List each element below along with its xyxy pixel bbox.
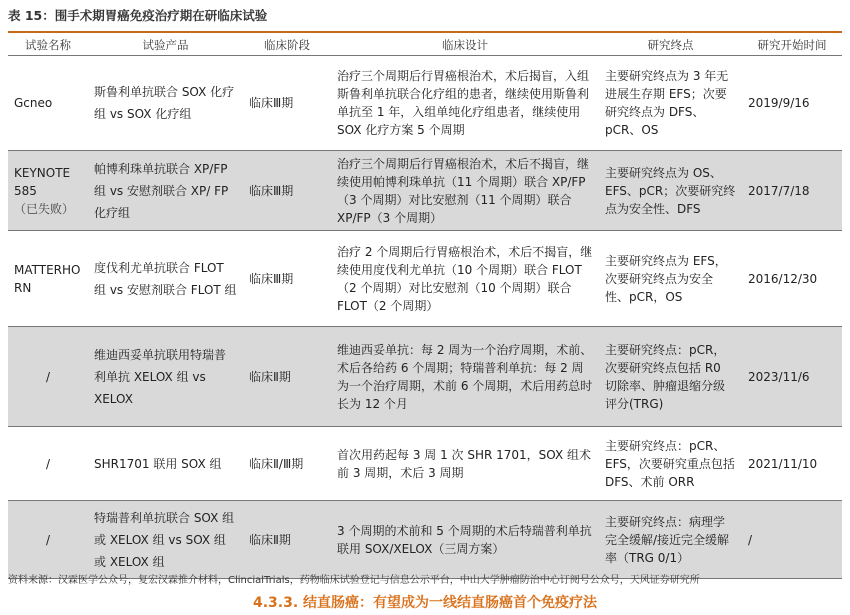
source-note: 资料来源：汉霖医学公众号，复宏汉霖推介材料，ClincialTrials，药物临床试验登记与信息公示平台，中山大学肿瘤防治中心订阅号公众号，天风证券研究所 bbox=[8, 575, 700, 586]
cell-design: 维迪西妥单抗：每 2 周为一个治疗周期，术前、术后各给药 6 个周期；特瑞普利单抗：每 2 周为一个治疗周期，术前 6 个周期，术后用药总时长为 12 个月 bbox=[331, 327, 599, 427]
cell-endpoint: 主要研究终点为 3 年无进展生存期 EFS；次要研究终点为 DFS、pCR、OS bbox=[599, 56, 742, 151]
table-row bbox=[8, 56, 842, 151]
cell-phase: 临床Ⅱ期 bbox=[243, 327, 331, 427]
cell-start-date: 2023/11/6 bbox=[742, 327, 842, 427]
cell-trial-name: MATTERHORN bbox=[8, 231, 88, 327]
cell-design: 治疗三个周期后行胃癌根治术，术后不揭盲，继续使用帕博利珠单抗（11 个周期）联合 XP/FP（3 个周期）对比安慰剂（11 个周期）联合XP/FP（3 个周期） bbox=[331, 151, 599, 231]
header-start-date: 研究开始时间 bbox=[742, 35, 842, 56]
cell-design: 首次用药起每 3 周 1 次 SHR 1701，SOX 组术前 3 周期，术后 3 周期 bbox=[331, 427, 599, 501]
table-row bbox=[8, 427, 842, 501]
cell-endpoint: 主要研究终点：pCR，次要研究终点包括 R0 切除率、肿瘤退缩分级评分(TRG) bbox=[599, 327, 742, 427]
cell-product: 帕博利珠单抗联合 XP/FP 组 vs 安慰剂联合 XP/ FP 化疗组 bbox=[88, 151, 243, 231]
cell-phase: 临床Ⅲ期 bbox=[243, 56, 331, 151]
header-design: 临床设计 bbox=[331, 35, 599, 56]
section-heading: 4.3.3. 结直肠癌：有望成为一线结直肠癌首个免疫疗法 bbox=[252, 595, 598, 611]
table-caption: 表 15：围手术期胃癌免疫治疗期在研临床试验 bbox=[8, 8, 268, 23]
cell-start-date: 2021/11/10 bbox=[742, 427, 842, 501]
cell-endpoint: 主要研究终点：pCR、EFS，次要研究重点包括 DFS、术前 ORR bbox=[599, 427, 742, 501]
cell-phase: 临床Ⅲ期 bbox=[243, 231, 331, 327]
cell-product: 度伐利尤单抗联合 FLOT 组 vs 安慰剂联合 FLOT 组 bbox=[88, 231, 243, 327]
cell-phase: 临床Ⅱ/Ⅲ期 bbox=[243, 427, 331, 501]
table-header-row bbox=[8, 35, 842, 56]
header-trial-name: 试验名称 bbox=[8, 35, 88, 56]
cell-design: 治疗三个周期后行胃癌根治术，术后揭盲，入组斯鲁利单抗联合化疗组的患者，继续使用斯鲁利单抗至 1 年，入组单纯化疗组患者，继续使用SOX 化疗方案 5 个周期 bbox=[331, 56, 599, 151]
cell-phase: 临床Ⅱ期 bbox=[243, 501, 331, 579]
cell-trial-name: KEYNOTE 585 （已失败） bbox=[8, 151, 88, 231]
cell-start-date: / bbox=[742, 501, 842, 579]
header-product: 试验产品 bbox=[88, 35, 243, 56]
table-row bbox=[8, 501, 842, 579]
cell-product: 维迪西妥单抗联用特瑞普利单抗 XELOX 组 vs XELOX bbox=[88, 327, 243, 427]
cell-trial-name: / bbox=[8, 501, 88, 579]
cell-design: 治疗 2 个周期后行胃癌根治术，术后不揭盲，继续使用度伐利尤单抗（10 个周期）联合 FLOT（2 个周期）对比安慰剂（10 个周期）联合 FLOT（2 个周期） bbox=[331, 231, 599, 327]
table-row bbox=[8, 231, 842, 327]
cell-trial-name: Gcneo bbox=[8, 56, 88, 151]
cell-product: 特瑞普利单抗联合 SOX 组或 XELOX 组 vs SOX 组或 XELOX 组 bbox=[88, 501, 243, 579]
cell-design: 3 个周期的术前和 5 个周期的术后特瑞普利单抗联用 SOX/XELOX（三周方案） bbox=[331, 501, 599, 579]
header-phase: 临床阶段 bbox=[243, 35, 331, 56]
trial-status-note: （已失败） bbox=[14, 201, 75, 216]
clinical-trials-table bbox=[8, 35, 842, 579]
cell-product: 斯鲁利单抗联合 SOX 化疗组 vs SOX 化疗组 bbox=[88, 56, 243, 151]
cell-endpoint: 主要研究终点为 OS、EFS、pCR；次要研究终点为安全性、DFS bbox=[599, 151, 742, 231]
cell-trial-name: / bbox=[8, 327, 88, 427]
header-endpoint: 研究终点 bbox=[599, 35, 742, 56]
cell-trial-name: / bbox=[8, 427, 88, 501]
cell-endpoint: 主要研究终点为 EFS，次要研究终点为安全性、pCR，OS bbox=[599, 231, 742, 327]
cell-endpoint: 主要研究终点：病理学完全缓解/接近完全缓解率（TRG 0/1） bbox=[599, 501, 742, 579]
cell-start-date: 2016/12/30 bbox=[742, 231, 842, 327]
cell-start-date: 2017/7/18 bbox=[742, 151, 842, 231]
cell-product: SHR1701 联用 SOX 组 bbox=[88, 427, 243, 501]
cell-start-date: 2019/9/16 bbox=[742, 56, 842, 151]
table-row bbox=[8, 327, 842, 427]
table-top-rule bbox=[8, 31, 842, 33]
table-row bbox=[8, 151, 842, 231]
cell-phase: 临床Ⅲ期 bbox=[243, 151, 331, 231]
